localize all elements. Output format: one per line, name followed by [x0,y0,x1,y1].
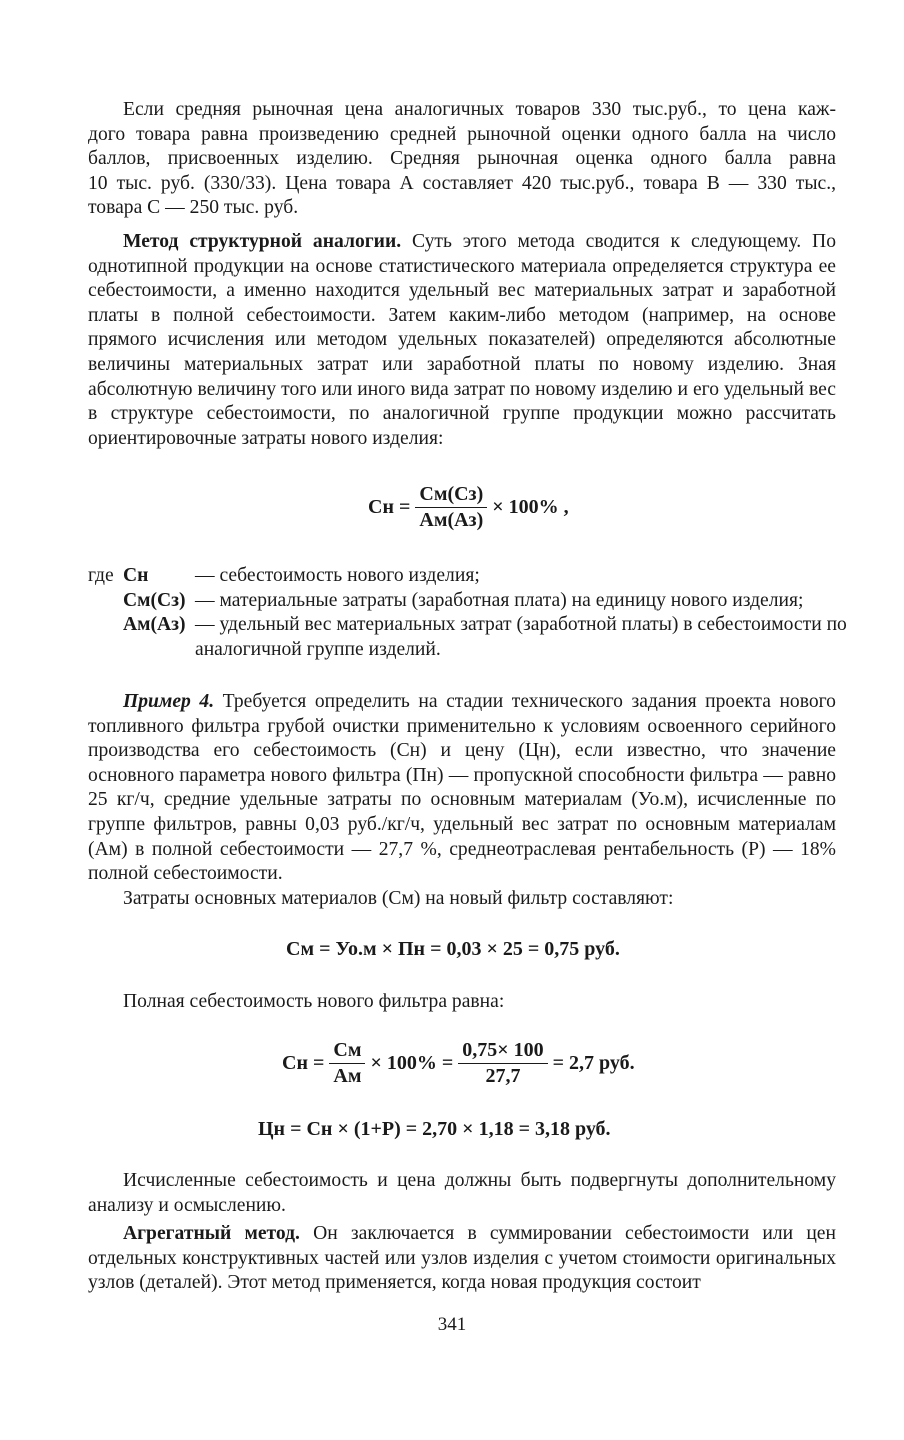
legend-row [88,589,848,614]
paragraph-full-cost-intro: Полная себестоимость нового фильтра равна: [123,991,505,1012]
formula-lhs: Сн [368,496,394,518]
formula-cost-structural: Сн = $\frac{См(Сз)}{Ам(Аз)}$ × 100% , [368,483,569,531]
legend-symbol: Сн [123,565,149,586]
text-line: баллов, присвоенных изделию. Средняя рыночная оценка одного балла равна [88,148,836,170]
legend-description: — себестоимость нового изделия; [195,565,480,586]
text-line: товара С — 250 тыс. руб. [88,197,299,219]
formula-fraction [458,1039,547,1088]
formula-tail: × 100% , [492,496,569,518]
legend-where: где [88,565,114,586]
paragraph-price-estimate [88,98,836,221]
example-label: Пример 4. [123,691,215,712]
legend-description: — удельный вес материальных затрат (заработной платы) в себестоимости по аналогичной группе изделий. [195,614,847,660]
legend-symbol: Ам(Аз) [123,614,186,636]
materials-intro: Затраты основных материалов (См) на новый фильтр составляют: [123,887,674,909]
method-heading: Метод структурной аналогии. [123,231,402,252]
formula-price: Цн = Сн × (1+Р) = 2,70 × 1,18 = 3,18 руб. [258,1118,611,1140]
formula-materials-cost: См = Уо.м × Пн = 0,03 × 25 = 0,75 руб. [286,938,620,960]
fraction-numerator: См [329,1039,365,1064]
text-line: Если средняя рыночная цена аналогичных товаров 330 тыс.руб., то цена каж- [123,99,836,120]
fraction-denominator: Ам [333,1065,362,1087]
fraction-numerator: 0,75× 100 [458,1039,547,1064]
formula-fraction [329,1039,365,1088]
formula-legend [88,564,848,662]
method-heading: Агрегатный метод. [123,1223,300,1244]
legend-row [88,613,848,662]
paragraph-analysis: Исчисленные себестоимость и цена должны быть подвергнуты дополнительному анализу и осмыслению. [88,1170,836,1216]
paragraph-structural-analogy [88,230,836,451]
legend-row [88,564,848,589]
paragraph-example-4 [88,690,836,911]
paragraph-aggregate-method [88,1222,836,1296]
formula-full-cost [282,1039,635,1088]
page-number: 341 [437,1314,467,1335]
formula-fraction [415,483,487,532]
fraction-denominator: 27,7 [485,1065,521,1087]
legend-symbol: См(Сз) [123,589,186,611]
fraction-numerator: См(Сз) [415,483,487,508]
formula-result: = 2,7 руб. [552,1052,635,1074]
fraction-denominator: Ам(Аз) [419,509,484,531]
paragraph-text: Требуется определить на стадии технического задания проекта нового топливного фильтра грубой очистки применительно к условиям освоенного серийного производства его себестоимость (Сн) и цену (Цн), если известно, что значение основного параметра нового фильтра (Пн) — пропускной способности фильтра — равно 25 кг/ч, средние удельные затраты по основным материалам (Уо.м), исчисленные по группе фильтров, равны 0,03 руб./кг/ч, удельный вес затрат по основным материалам (Ам) в полной себестоимости — 27,7 %, среднеотраслевая рентабельность (Р) — 18% полной себестоимости. [88,691,836,885]
text-line: 10 тыс. руб. (330/33). Цена товара А составляет 420 тыс.руб., товара В — 330 тыс., [88,172,836,194]
paragraph-text: Он заключается в суммировании себестоимости или цен отдельных конструктивных частей или узлов изделия с учетом стоимости оригинальных узлов (деталей). Этот метод применяется, когда новая продукция состоит [88,1223,836,1294]
paragraph-text: Суть этого метода сводится к следующему. По однотипной продукции на основе статистического материала определяется структура ее себестоимости, а именно находится удельный вес материальных затрат и заработной платы в полной себестоимости. Затем каким-либо методом (например, на основе прямого исчисления или методом удельных показателей) определяются абсолютные величины материальных затрат или заработной платы по новому изделию. Зная абсолютную величину того или иного вида затрат по новому изделию и его удельный вес в структуре себестоимости, по аналогичной группе продукции можно рассчитать ориентировочные затраты нового изделия: [88,231,837,449]
formula-lhs: Сн = [282,1052,325,1074]
legend-description: — материальные затраты (заработная плата) на единицу нового изделия; [195,589,804,611]
formula-middle: × 100% = [370,1052,454,1074]
text-line: дого товара равна произведению средней рыночной оценки одного балла на число [88,123,836,145]
